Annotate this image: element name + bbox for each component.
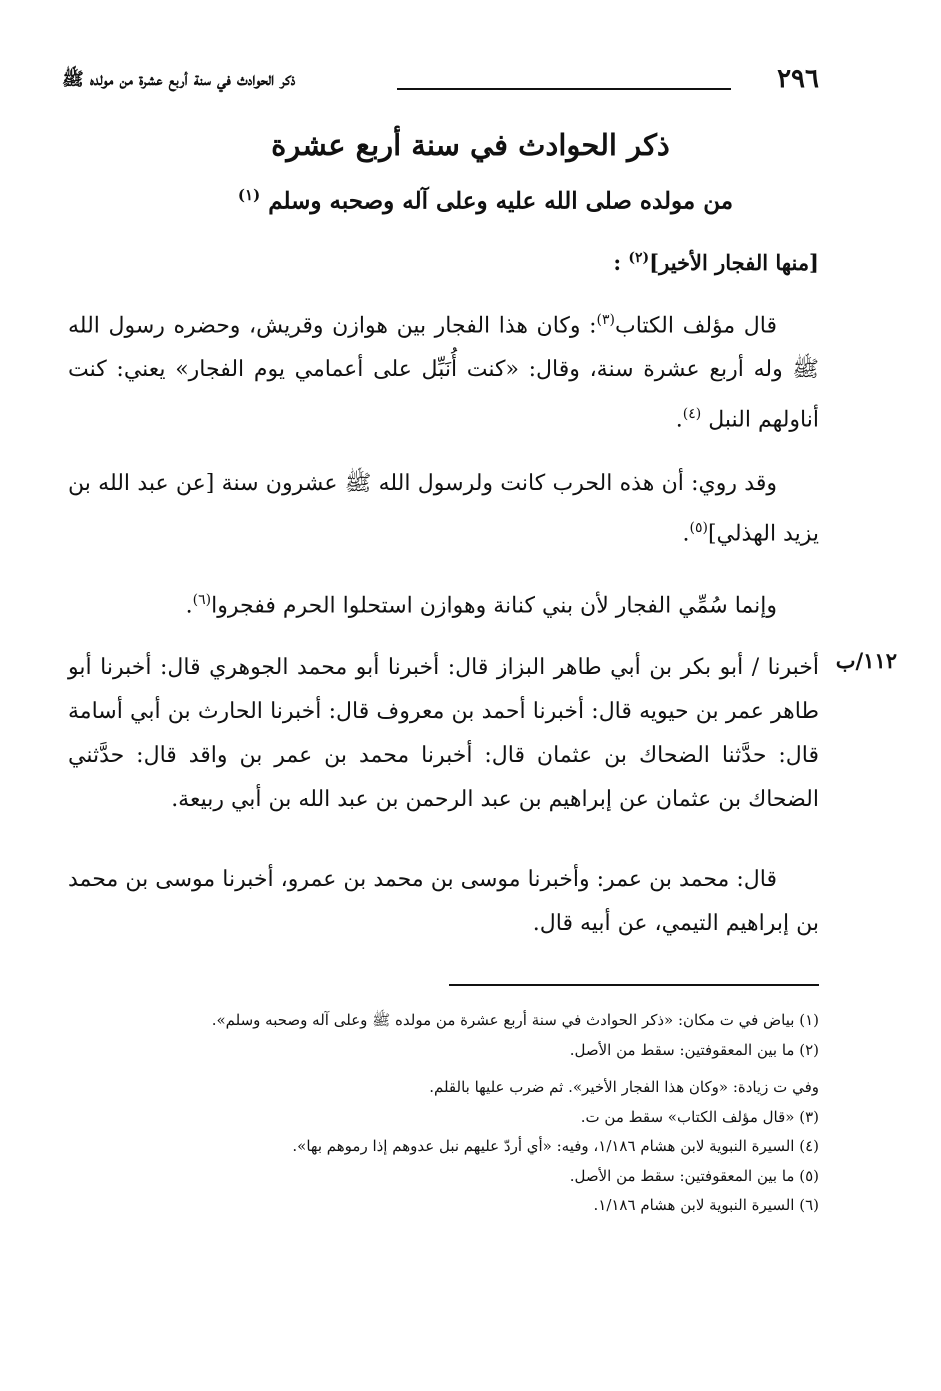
footnote-ref-2: (٢) [628,250,650,266]
footnote-ref-1: (١) [237,186,261,204]
footnote-separator [449,984,819,986]
paragraph-2-part-a: وقد روي: أن هذه الحرب كانت ولرسول الله ﷺ عشرون سنة [عن عبد الله بن يزيد الهذلي] [68,471,819,547]
footnote-ref-3: (٣) [596,312,615,328]
paragraph-1-part-b: : وكان هذا الفجار بين هوازن وقريش، وحضره رسول الله ﷺ وله أربع عشرة سنة، وقال: «كنت أُنَبِّل على أعمامي يوم الفجار» يعني: كنت أناولهم النبل [68,313,819,433]
manuscript-folio-note: ١١٢/ب [835,648,897,673]
footnote-2-addendum: وفي ت زيادة: «وكان هذا الفجار الأخير». ثم ضرب عليها بالقلم. [429,1078,819,1096]
footnote-ref-5: (٥) [689,520,708,536]
paragraph-3-end: . [185,593,193,619]
footnote-2: (٢) ما بين المعقوفتين: سقط من الأصل. [569,1040,819,1059]
section-heading-text: [منها الفجار الأخير] [649,250,819,275]
paragraph-3-part-a: وإنما سُمِّي الفجار لأن بني كنانة وهوازن استحلوا الحرم ففجروا [211,593,777,619]
chapter-subtitle [0,186,941,215]
paragraph-1 [68,298,819,443]
paragraph-2-end: . [682,521,690,547]
paragraph-1-part-a: قال مؤلف الكتاب [614,313,777,339]
footnote-5: (٥) ما بين المعقوفتين: سقط من الأصل. [569,1166,819,1185]
running-title: ذكر الحوادث في سنة أربع عشرة من مولده ﷺ [62,69,296,90]
footnote-6: (٦) السيرة النبوية لابن هشام ١/١٨٦. [593,1196,819,1214]
paragraph-2 [68,462,819,556]
paragraph-5: قال: محمد بن عمر: وأخبرنا موسى بن محمد بن عمرو، أخبرنا موسى بن محمد بن إبراهيم التيمي، عن أبيه قال. [68,867,819,936]
section-heading [613,250,819,275]
running-header [62,64,819,104]
header-rule [397,88,731,90]
footnote-4: (٤) السيرة النبوية لابن هشام ١/١٨٦، وفيه: «أي أردّ عليهم نبل عدوهم إذا رموهم بها». [292,1137,819,1155]
subtitle-text: من مولده صلى الله عليه وعلى آله وصحبه وسلم [268,187,734,215]
footnote-ref-4: (٤) [682,406,702,423]
chapter-title: ذكر الحوادث في سنة أربع عشرة [271,128,670,162]
paragraph-4: أخبرنا / أبو بكر بن أبي طاهر البزاز قال: أخبرنا أبو محمد الجوهري قال: أخبرنا أبو طاهر عمر بن حيويه قال: أخبرنا أحمد بن معروف قال: أخبرنا الحارث بن أبي أسامة قال: حدَّثنا الضحاك بن عثمان قال: أخبرنا محمد بن عمر بن واقد قال: حدَّثني الضحاك بن عثمان عن إبراهيم بن عبد الرحمن بن عبد الله بن أبي ربيعة. [68,655,819,812]
footnote-ref-6: (٦) [192,592,212,608]
footnote-1: (١) بياض في ت مكان: «ذكر الحوادث في سنة أربع عشرة من مولده ﷺ وعلى آله وصحبه وسلم». [211,1011,819,1029]
paragraph-3 [68,578,819,628]
paragraph-1-end: . [675,407,683,433]
section-heading-suffix: : [613,250,629,275]
page-number: ٢٩٦ [777,64,819,94]
footnotes-list [68,1008,819,1223]
footnote-3: (٣) «قال مؤلف الكتاب» سقط من ت. [580,1107,819,1126]
